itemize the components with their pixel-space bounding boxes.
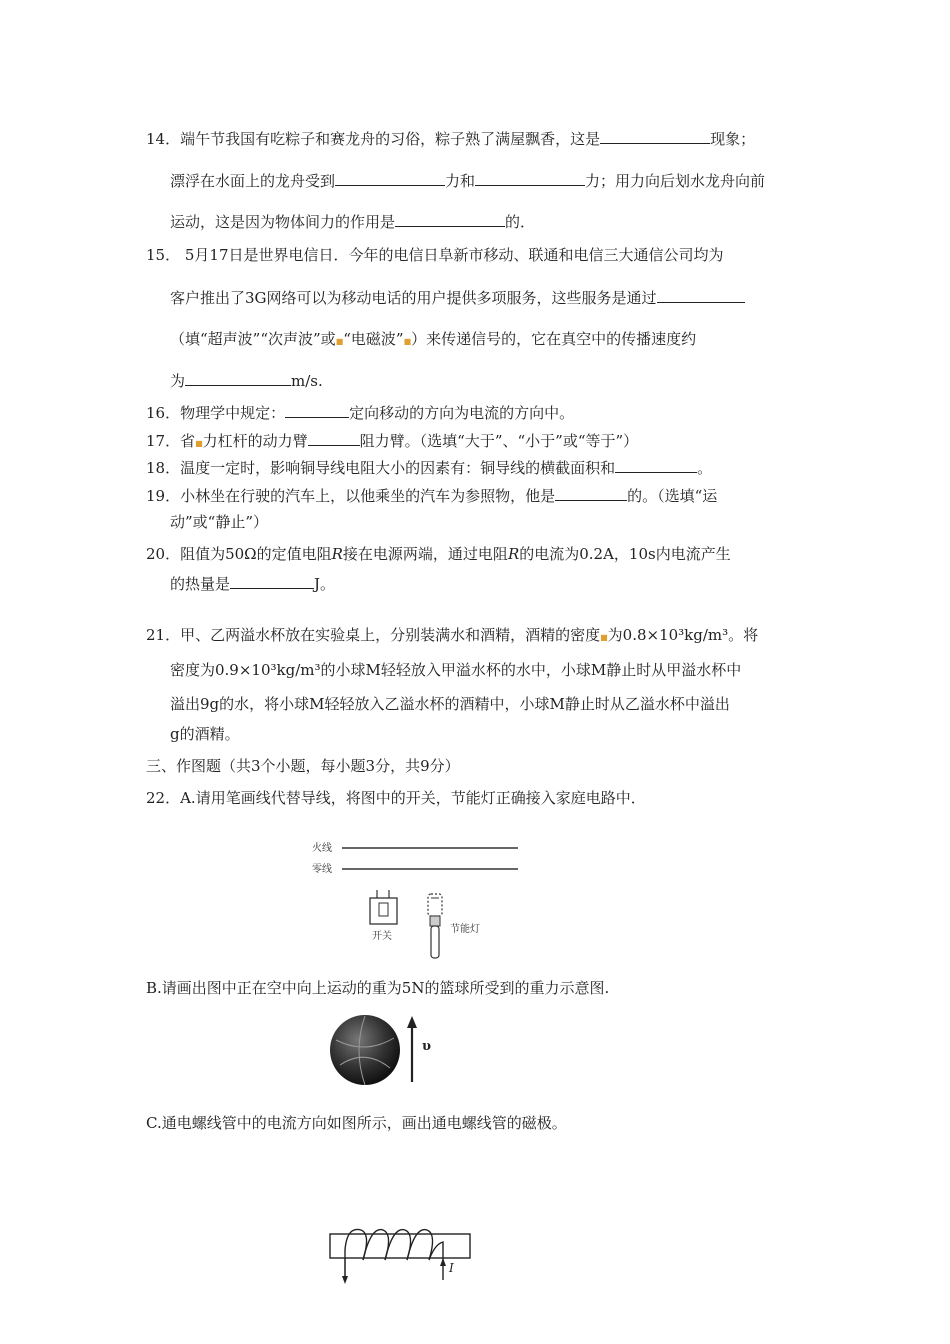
q15-text: “电磁波” (343, 330, 404, 348)
q15-text: 15． 5月17日是世界电信日．今年的电信日阜新市移动、联通和电信三大通信公司均为 (146, 246, 724, 264)
q14-text: 现象； (710, 130, 756, 148)
q20-text: 的热量是 (170, 575, 231, 593)
mark-dot: ■ (335, 337, 344, 346)
q14-text: 的． (505, 213, 536, 231)
q20-text: 的电流为0.2A，10s内电流产生 (519, 545, 731, 563)
velocity-arrow-icon (407, 1016, 417, 1082)
q14-line2 (170, 170, 765, 191)
q21-text: 21．甲、乙两溢水杯放在实验桌上，分别装满水和酒精，酒精的密度 (146, 626, 601, 644)
q14-line1 (146, 128, 755, 149)
q16-blank[interactable] (285, 402, 349, 418)
q15-blank-1[interactable] (657, 287, 745, 303)
switch-icon (370, 890, 397, 924)
q20-blank[interactable] (230, 573, 314, 589)
q21-text: g的酒精。 (170, 725, 240, 743)
q18-text: 18．温度一定时，影响铜导线电阻大小的因素有：铜导线的横截面积和 (146, 459, 616, 477)
q14-text: 漂浮在水面上的龙舟受到 (170, 172, 336, 190)
mark-dot: ■ (195, 439, 203, 448)
q14-text: 力和 (445, 172, 476, 190)
q19-text: 动”或“静止”） (170, 513, 269, 531)
q22-a (146, 788, 646, 808)
mark-dot: ■ (403, 337, 412, 346)
q17-text: 17．省 (146, 432, 196, 450)
q21-line4 (170, 724, 240, 744)
q22-c (146, 1113, 567, 1133)
q21-line1 (146, 625, 758, 648)
q22-text: 22．A.请用笔画线代替导线，将图中的开关，节能灯正确接入家庭电路中． (146, 789, 646, 807)
q21-text: 溢出9g的水，将小球M轻轻放入乙溢水杯的酒精中，小球M静止时从乙溢水杯中溢出 (170, 695, 730, 713)
q14-text: 力；用力向后划水龙舟向前 (585, 172, 766, 190)
q20-text: J。 (314, 575, 336, 593)
q22-b (146, 978, 609, 998)
q14-text: 运动，这是因为物体间力的作用是 (170, 213, 396, 231)
q20-resistor-symbol: R (507, 545, 520, 563)
section-title: 三、作图题（共3个小题，每小题3分，共9分） (146, 757, 460, 775)
q14-text: 14．端午节我国有吃粽子和赛龙舟的习俗，粽子熟了满屋飘香，这是 (146, 130, 601, 148)
q15-text: 为 (170, 372, 186, 390)
q14-blank-1[interactable] (600, 128, 710, 144)
q15-text: m/s. (291, 372, 323, 390)
live-wire-label: 火线 (312, 843, 332, 854)
current-label: I (449, 1261, 454, 1275)
q18-blank[interactable] (615, 457, 697, 473)
q21-text: 密度为0.9×10³kg/m³的小球M轻轻放入甲溢水杯的水中，小球M静止时从甲溢水杯中 (170, 661, 742, 679)
solenoid-figure (325, 1220, 475, 1304)
q19-text: 19．小林坐在行驶的汽车上，以他乘坐的汽车为参照物，他是 (146, 487, 556, 505)
q22-text: B.请画出图中正在空中向上运动的重为5N的篮球所受到的重力示意图. (146, 979, 610, 997)
q15-line1 (146, 245, 724, 265)
q17-line (146, 430, 638, 454)
q20-text: 接在电源两端，通过电阻 (342, 545, 508, 563)
q18-text: 。 (697, 459, 713, 477)
basketball-figure (328, 1010, 448, 1092)
q15-line4 (170, 370, 323, 391)
q15-blank-2[interactable] (185, 370, 291, 386)
current-arrow-down-icon (342, 1258, 348, 1284)
circuit-figure (300, 836, 530, 966)
solenoid-core (330, 1234, 470, 1258)
q14-blank-3[interactable] (475, 170, 585, 186)
q17-blank[interactable] (308, 430, 360, 446)
q20-line2 (170, 573, 335, 594)
q14-blank-4[interactable] (395, 211, 505, 227)
q16-text: 16．物理学中规定： (146, 404, 286, 422)
q15-text: 客户推出了3G网络可以为移动电话的用户提供多项服务，这些服务是通过 (170, 289, 657, 307)
q20-resistor-symbol: R (331, 545, 343, 563)
section-heading (146, 756, 460, 776)
q21-text: 为0.8×10³kg/m³。将 (607, 626, 759, 644)
q15-text: ）来传递信号的，它在真空中的传播速度约 (411, 330, 697, 348)
lamp-icon (428, 894, 442, 958)
basketball-icon (330, 1015, 400, 1085)
q19-line1 (146, 485, 717, 506)
q18-line (146, 457, 712, 478)
q20-text: 20．阻值为50Ω的定值电阻 (146, 545, 332, 563)
q17-text: 阻力臂。（选填“大于”、“小于”或“等于”） (359, 432, 639, 450)
q20-line1 (146, 544, 731, 564)
q15-line3 (170, 329, 696, 352)
current-arrow-up-icon (440, 1258, 446, 1266)
q16-line (146, 402, 574, 423)
q15-line2 (170, 287, 745, 308)
velocity-label: υ (422, 1039, 432, 1054)
q21-line3 (170, 694, 730, 714)
q19-blank[interactable] (555, 485, 627, 501)
q16-text: 定向移动的方向为电流的方向中。 (349, 404, 575, 422)
q19-text: 的。（选填“运 (627, 487, 718, 505)
q19-line2 (170, 512, 268, 532)
q21-line2 (170, 660, 741, 680)
coil-icon (345, 1229, 443, 1280)
q22-text: C.通电螺线管中的电流方向如图所示，画出通电螺线管的磁极。 (146, 1114, 567, 1132)
q17-text: 力杠杆的动力臂 (202, 432, 308, 450)
mark-dot: ■ (600, 633, 608, 642)
q15-text: （填“超声波”“次声波”或 (170, 330, 336, 348)
q14-line3 (170, 211, 535, 232)
neutral-wire-label: 零线 (312, 864, 332, 875)
switch-label: 开关 (372, 931, 392, 942)
q14-blank-2[interactable] (335, 170, 445, 186)
lamp-label: 节能灯 (450, 924, 480, 935)
